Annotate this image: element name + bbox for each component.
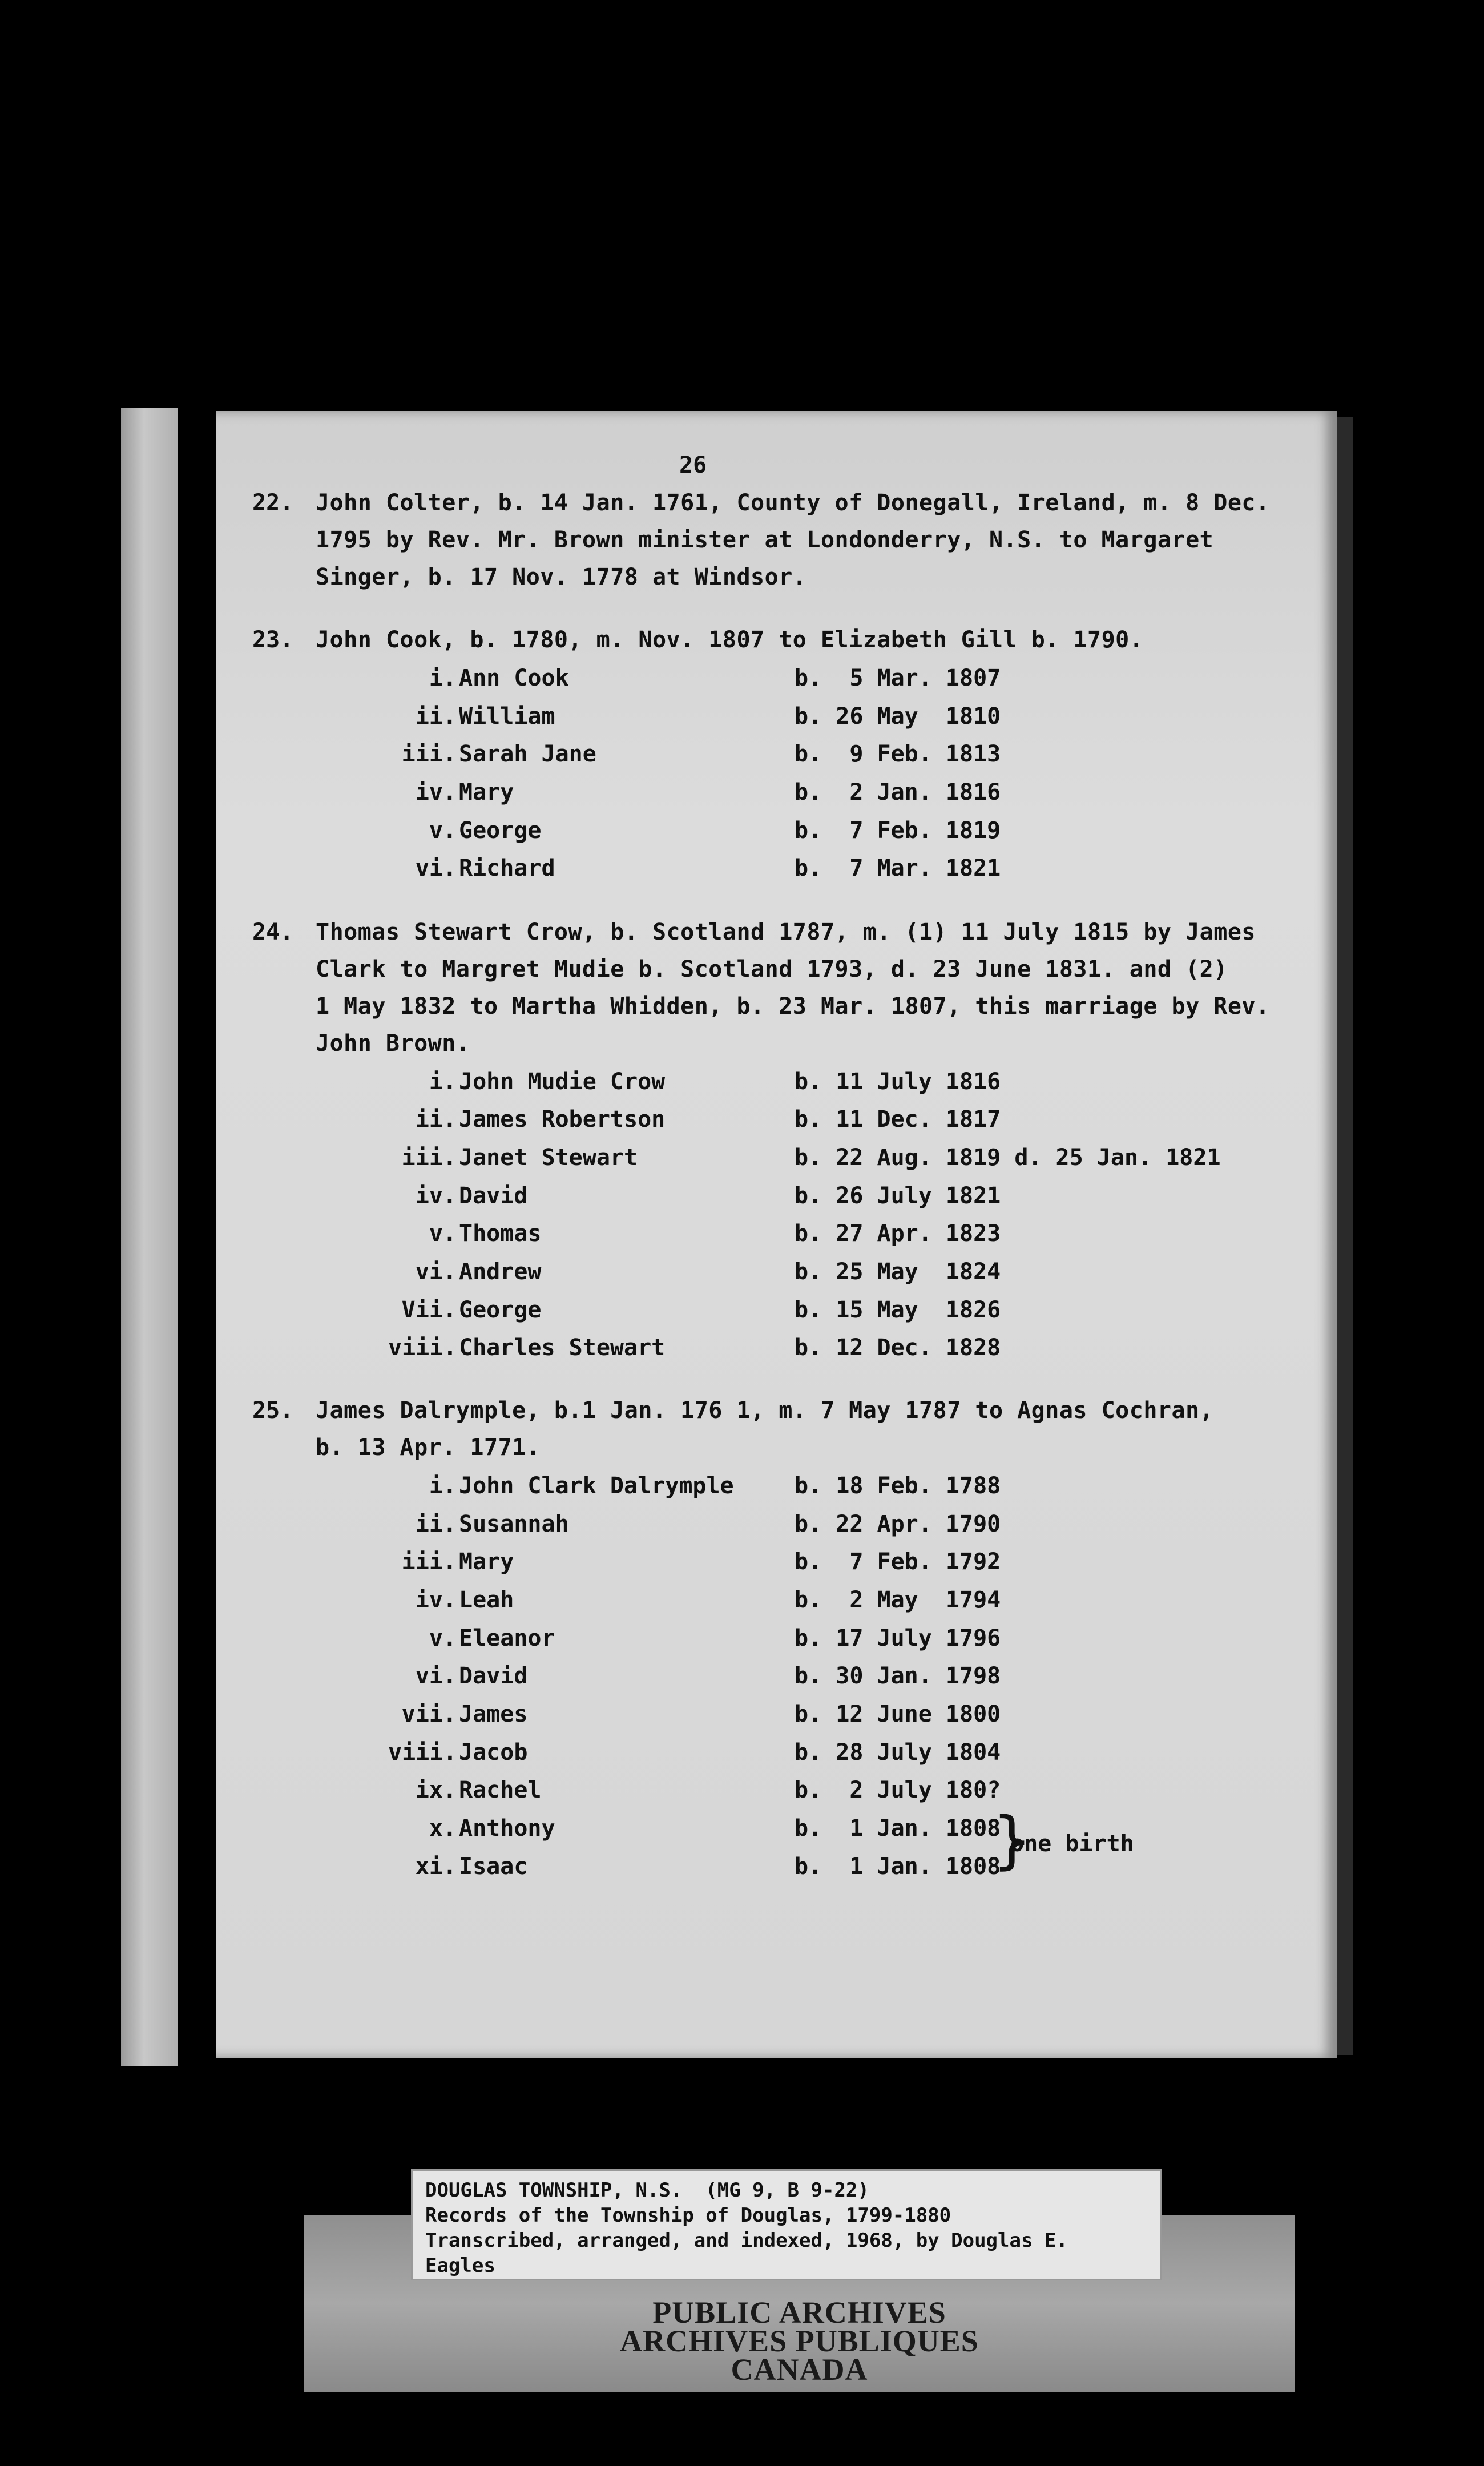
child-birth: b. 26 July 1821 [795,1183,1001,1209]
child-birth: b. 17 July 1796 [795,1625,1001,1651]
child-numeral: i. [429,1069,457,1095]
child-numeral: x. [429,1815,457,1842]
child-birth: b. 5 Mar. 1807 [795,665,1001,691]
child-name: Rachel [459,1777,542,1803]
child-name: George [459,817,542,844]
child-birth: b. 1 Jan. 1808 [795,1853,1001,1880]
child-birth: b. 11 Dec. 1817 [795,1106,1001,1133]
child-name: Jacob [459,1739,528,1766]
child-name: David [459,1183,528,1209]
entry-number: 23. [252,627,294,653]
entry-line: Thomas Stewart Crow, b. Scotland 1787, m. (1) 11 July 1815 by James [316,919,1256,945]
child-birth: b. 12 Dec. 1828 [795,1335,1001,1361]
child-name: Andrew [459,1259,542,1285]
child-birth: b. 22 Aug. 1819 d. 25 Jan. 1821 [795,1145,1221,1171]
child-numeral: i. [429,665,457,691]
page-number: 26 [679,452,707,478]
entry-line: Clark to Margret Mudie b. Scotland 1793, d. 23 June 1831. and (2) [316,956,1228,982]
child-name: Mary [459,1549,514,1575]
child-birth: b. 9 Feb. 1813 [795,741,1001,767]
child-birth: b. 11 July 1816 [795,1069,1001,1095]
child-name: James [459,1701,528,1727]
child-numeral: Vii. [401,1297,457,1323]
child-numeral: viii. [388,1739,457,1766]
child-numeral: ii. [415,703,457,730]
entry-line: John Colter, b. 14 Jan. 1761, County of Donegall, Ireland, m. 8 Dec. [316,490,1270,516]
child-numeral: viii. [388,1335,457,1361]
child-numeral: vi. [415,1663,457,1689]
record-label [411,2169,1162,2280]
child-name: Charles Stewart [459,1335,666,1361]
child-name: Mary [459,779,514,805]
child-birth: b. 2 Jan. 1816 [795,779,1001,805]
label-line: DOUGLAS TOWNSHIP, N.S. (MG 9, B 9-22) [425,2179,869,2202]
child-numeral: ix. [415,1777,457,1803]
child-numeral: iv. [415,779,457,805]
child-name: Leah [459,1587,514,1613]
child-birth: b. 7 Mar. 1821 [795,855,1001,881]
entry-line: 1 May 1832 to Martha Whidden, b. 23 Mar. 1807, this marriage by Rev. [316,993,1270,1020]
child-name: John Mudie Crow [459,1069,666,1095]
entry-number: 22. [252,490,294,516]
child-numeral: iv. [415,1587,457,1613]
label-line: Records of the Township of Douglas, 1799-1880 [425,2204,951,2227]
child-numeral: iii. [401,1549,457,1575]
child-numeral: iii. [401,1145,457,1171]
child-numeral: xi. [415,1853,457,1880]
child-birth: b. 26 May 1810 [795,703,1001,730]
child-birth: b. 2 July 180? [795,1777,1001,1803]
stamp-line: ARCHIVES PUBLIQUES [620,2324,979,2358]
child-birth: b. 25 May 1824 [795,1259,1001,1285]
child-numeral: v. [429,1625,457,1651]
child-birth: b. 27 Apr. 1823 [795,1220,1001,1247]
child-numeral: vi. [415,855,457,881]
entry-line: John Cook, b. 1780, m. Nov. 1807 to Elizabeth Gill b. 1790. [316,627,1144,653]
twins-note: one birth [1010,1831,1134,1857]
child-birth: b. 1 Jan. 1808 [795,1815,1001,1842]
child-name: Susannah [459,1511,569,1537]
brace-mark: } [993,1803,1031,1876]
label-line: Transcribed, arranged, and indexed, 1968, by Douglas E. [425,2229,1068,2252]
child-birth: b. 15 May 1826 [795,1297,1001,1323]
child-name: James Robertson [459,1106,666,1133]
entry-line: John Brown. [316,1030,470,1057]
child-numeral: i. [429,1473,457,1499]
child-numeral: v. [429,817,457,844]
label-line: Eagles [425,2254,495,2277]
child-birth: b. 7 Feb. 1792 [795,1549,1001,1575]
entry-line: James Dalrymple, b.1 Jan. 176 1, m. 7 May 1787 to Agnas Cochran, [316,1397,1214,1424]
child-name: John Clark Dalrymple [459,1473,734,1499]
child-numeral: iv. [415,1183,457,1209]
child-name: Richard [459,855,555,881]
child-birth: b. 18 Feb. 1788 [795,1473,1001,1499]
child-name: Ann Cook [459,665,569,691]
child-name: David [459,1663,528,1689]
child-name: Eleanor [459,1625,555,1651]
adjacent-page-edge [121,408,178,2066]
child-birth: b. 12 June 1800 [795,1701,1001,1727]
entry-line: b. 13 Apr. 1771. [316,1435,541,1461]
child-birth: b. 30 Jan. 1798 [795,1663,1001,1689]
child-birth: b. 2 May 1794 [795,1587,1001,1613]
child-birth: b. 7 Feb. 1819 [795,817,1001,844]
stamp-line: PUBLIC ARCHIVES [652,2295,946,2330]
child-numeral: ii. [415,1511,457,1537]
entry-number: 25. [252,1397,294,1424]
child-birth: b. 28 July 1804 [795,1739,1001,1766]
child-name: Janet Stewart [459,1145,638,1171]
entry-line: Singer, b. 17 Nov. 1778 at Windsor. [316,564,807,590]
child-name: William [459,703,555,730]
entry-line: 1795 by Rev. Mr. Brown minister at Londonderry, N.S. to Margaret [316,527,1214,553]
child-name: Anthony [459,1815,555,1842]
document-page [216,411,1337,2058]
child-birth: b. 22 Apr. 1790 [795,1511,1001,1537]
child-numeral: vii. [401,1701,457,1727]
child-numeral: iii. [401,741,457,767]
stamp-line: CANADA [731,2352,868,2387]
child-name: Sarah Jane [459,741,596,767]
child-numeral: vi. [415,1259,457,1285]
child-name: George [459,1297,542,1323]
entry-number: 24. [252,919,294,945]
child-numeral: v. [429,1220,457,1247]
child-numeral: ii. [415,1106,457,1133]
child-name: Thomas [459,1220,542,1247]
child-name: Isaac [459,1853,528,1880]
